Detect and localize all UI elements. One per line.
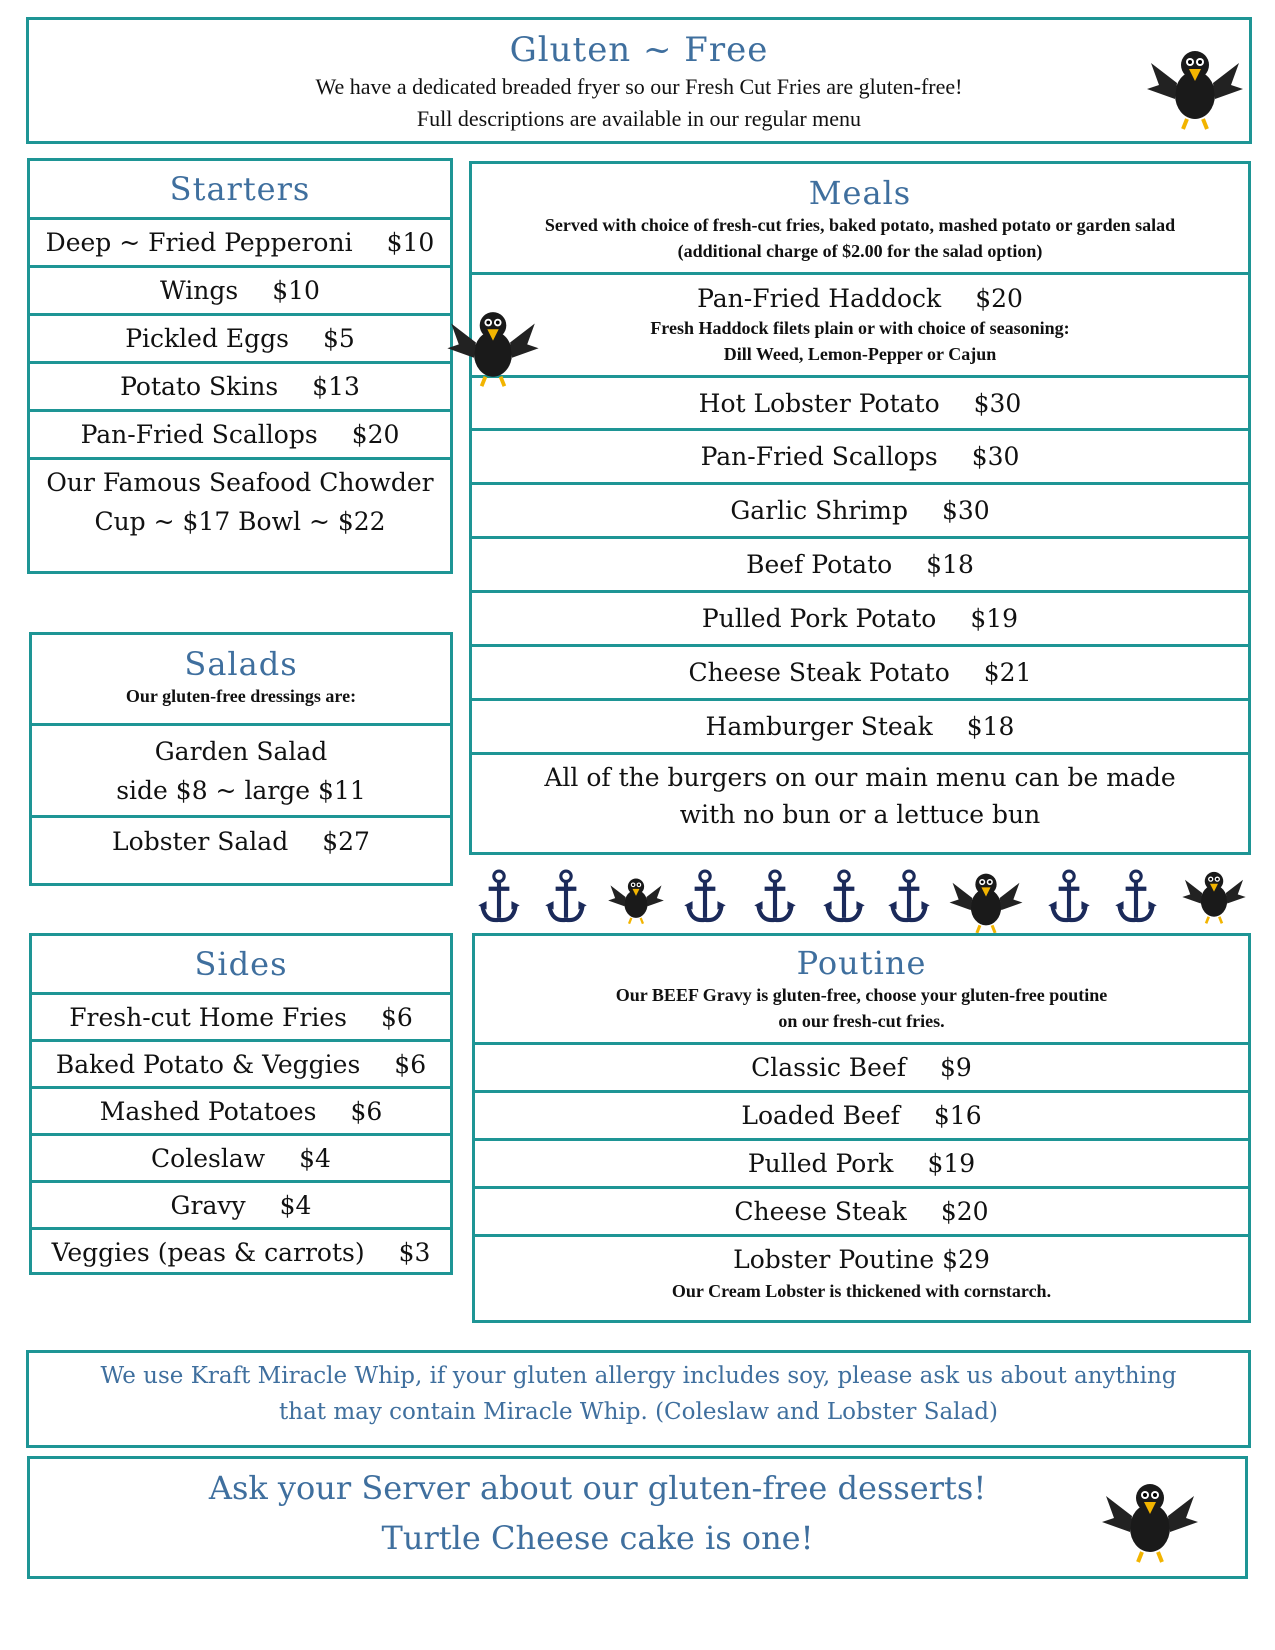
menu-item: Veggies (peas & carrots) $3: [32, 1227, 450, 1274]
lobster-salad-item: Lobster Salad $27: [32, 815, 450, 865]
chowder-item: Our Famous Seafood Chowder Cup ~ $17 Bowl ~ $22: [30, 457, 450, 567]
menu-item: Cheese Steak Potato $21: [472, 644, 1248, 698]
menu-item: Garlic Shrimp $30: [472, 482, 1248, 536]
menu-item: Fresh-cut Home Fries $6: [32, 992, 450, 1039]
desserts-line-2: Turtle Cheese cake is one!: [381, 1519, 814, 1557]
crow-mascot-icon: [443, 295, 543, 390]
menu-item: Potato Skins $13: [30, 361, 450, 409]
starters-section: [27, 158, 453, 574]
crow-mascot-icon: [1178, 860, 1250, 926]
anchor-icon: [754, 868, 796, 924]
sides-section: [29, 933, 453, 1275]
starters-title: Starters: [169, 170, 311, 208]
menu-item: Deep ~ Fried Pepperoni $10: [30, 217, 450, 265]
menu-item: Beef Potato $18: [472, 536, 1248, 590]
meals-title: Meals: [808, 174, 912, 212]
menu-item: Pulled Pork $19: [475, 1138, 1248, 1186]
salads-title: Salads: [184, 645, 298, 683]
meals-note-2: (additional charge of $2.00 for the salad option): [677, 241, 1043, 261]
menu-item: Hot Lobster Potato $30: [472, 375, 1248, 428]
menu-item: Pickled Eggs $5: [30, 313, 450, 361]
meals-section: [469, 161, 1251, 855]
menu-item: Mashed Potatoes $6: [32, 1086, 450, 1133]
anchor-icon: [823, 868, 865, 924]
menu-item: Gravy $4: [32, 1180, 450, 1227]
anchor-icon: [478, 868, 520, 924]
anchor-icon: [888, 868, 930, 924]
header-box: [26, 17, 1252, 144]
poutine-section: [472, 933, 1251, 1323]
poutine-title: Poutine: [796, 944, 927, 982]
menu-item: Hamburger Steak $18: [472, 698, 1248, 752]
burgers-note: All of the burgers on our main menu can be made with no bun or a lettuce bun: [472, 752, 1248, 836]
menu-item: Loaded Beef $16: [475, 1090, 1248, 1138]
menu-item: Coleslaw $4: [32, 1133, 450, 1180]
menu-item: Baked Potato & Veggies $6: [32, 1039, 450, 1086]
anchor-icon: [684, 868, 726, 924]
anchor-icon: [545, 868, 587, 924]
poutine-note-2: on our fresh-cut fries.: [778, 1011, 945, 1031]
menu-item: Pan-Fried Scallops $20: [30, 409, 450, 457]
header-line-2: Full descriptions are available in our regular menu: [416, 106, 862, 131]
lobster-poutine-item: Lobster Poutine $29 Our Cream Lobster is thickened with cornstarch.: [475, 1234, 1248, 1312]
salads-section: [29, 632, 453, 886]
salads-note: Our gluten-free dressings are:: [125, 686, 357, 706]
page-title: Gluten ~ Free: [509, 30, 769, 70]
desserts-line-1: Ask your Server about our gluten-free desserts!: [208, 1469, 987, 1507]
miracle-line-2: that may contain Miracle Whip. (Coleslaw and Lobster Salad): [279, 1399, 998, 1425]
crow-mascot-icon: [606, 868, 666, 926]
menu-item: Pulled Pork Potato $19: [472, 590, 1248, 644]
crow-mascot-icon: [1100, 1466, 1200, 1566]
header-line-1: We have a dedicated breaded fryer so our Fresh Cut Fries are gluten-free!: [315, 74, 963, 99]
anchor-icon: [1115, 868, 1157, 924]
anchor-icon: [1048, 868, 1090, 924]
menu-item: Pan-Fried Scallops $30: [472, 428, 1248, 482]
menu-item: Wings $10: [30, 265, 450, 313]
meals-note-1: Served with choice of fresh-cut fries, baked potato, mashed potato or garden salad: [544, 215, 1176, 235]
poutine-note-1: Our BEEF Gravy is gluten-free, choose your gluten-free poutine: [615, 985, 1108, 1005]
crow-mascot-icon: [1145, 28, 1245, 138]
menu-item: Classic Beef $9: [475, 1042, 1248, 1090]
desserts-note: [27, 1456, 1248, 1579]
crow-mascot-icon: [945, 860, 1027, 936]
garden-salad-item: Garden Salad side $8 ~ large $11: [32, 723, 450, 815]
sides-title: Sides: [194, 945, 288, 983]
miracle-whip-note: [26, 1350, 1251, 1448]
menu-item: Cheese Steak $20: [475, 1186, 1248, 1234]
haddock-item: Pan-Fried Haddock $20 Fresh Haddock filets plain or with choice of seasoning: Dill Weed, Lemon-Pepper or Cajun: [472, 272, 1248, 375]
miracle-line-1: We use Kraft Miracle Whip, if your gluten allergy includes soy, please ask us about anything: [100, 1363, 1177, 1389]
